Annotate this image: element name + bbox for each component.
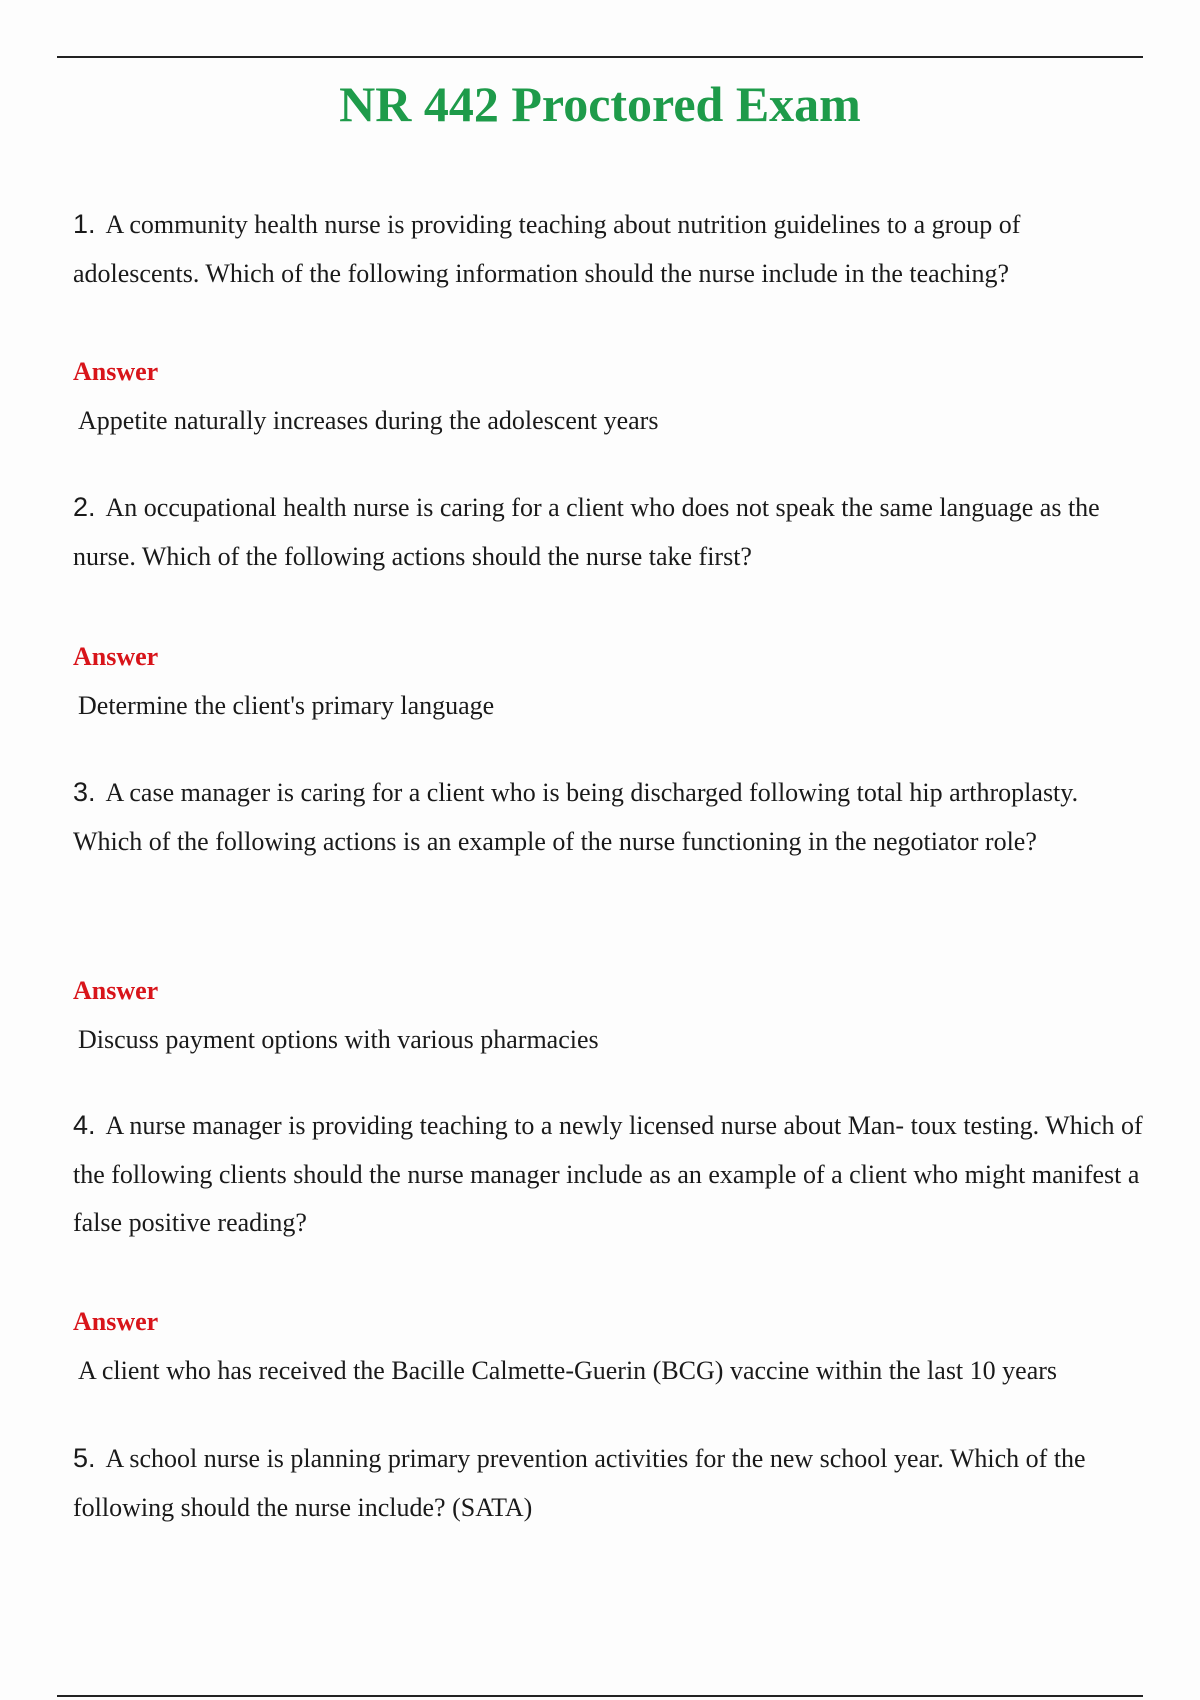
answer-text: A client who has received the Bacille Calmette-Guerin (BCG) vaccine within the last 10 years — [78, 1356, 1058, 1385]
bottom-rule — [57, 1695, 1143, 1697]
answer-text: Discuss payment options with various pharmacies — [78, 1025, 599, 1054]
question-number: 4. — [73, 1110, 96, 1140]
question-5 — [73, 1434, 1153, 1532]
question-text: A community health nurse is providing teaching about nutrition guidelines to a group of adolescents. Which of the following information should the nurse include in the teaching? — [73, 210, 1021, 288]
question-number: 5. — [73, 1443, 96, 1473]
question-1 — [73, 200, 1153, 298]
question-2 — [73, 483, 1153, 581]
document-title: NR 442 Proctored Exam — [339, 76, 861, 132]
question-number: 3. — [73, 777, 96, 807]
question-4 — [73, 1101, 1153, 1248]
answer-text: Determine the client's primary language — [78, 691, 495, 720]
answer-text: Appetite naturally increases during the adolescent years — [78, 406, 659, 435]
question-text: A case manager is caring for a client who is being discharged following total hip arthroplasty. Which of the following actions is an example of the nurse functioning in the negotiator role? — [73, 778, 1079, 856]
answer-label: Answer — [73, 357, 159, 386]
question-text: A nurse manager is providing teaching to a newly licensed nurse about Man- toux testing. Which of the following clients should the nurse manager include as an example of a client who might manifest a false positive reading? — [73, 1111, 1143, 1237]
question-number: 1. — [73, 209, 96, 239]
answer-label: Answer — [73, 1307, 159, 1336]
question-number: 2. — [73, 492, 96, 522]
top-rule — [57, 56, 1143, 58]
answer-label: Answer — [73, 642, 159, 671]
answer-label: Answer — [73, 976, 159, 1005]
question-text: A school nurse is planning primary prevention activities for the new school year. Which of the following should the nurse include? (SATA) — [73, 1444, 1086, 1522]
question-text: An occupational health nurse is caring for a client who does not speak the same language as the nurse. Which of the following actions should the nurse take first? — [73, 493, 1100, 571]
question-3 — [73, 768, 1153, 866]
